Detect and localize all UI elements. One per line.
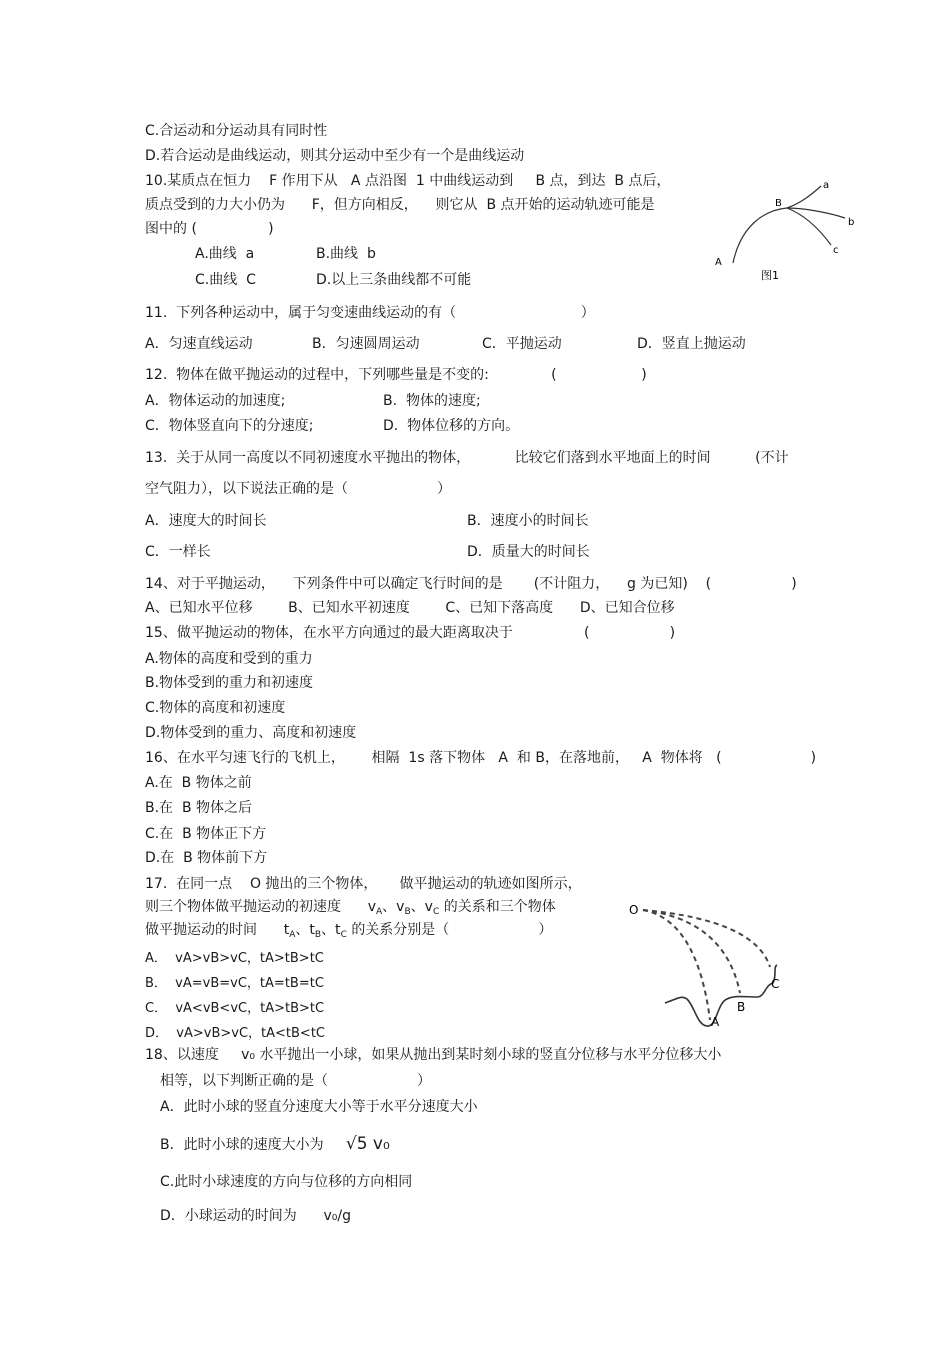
q17-fig-label-b: B bbox=[737, 1000, 746, 1014]
q10-option-a: A.曲线 a bbox=[195, 246, 255, 262]
q17-fig-label-o: O bbox=[629, 903, 639, 917]
q18-option-d: D．小球运动的时间为 v₀/g bbox=[160, 1208, 351, 1224]
q17-fig-label-a: A bbox=[711, 1015, 720, 1029]
q10-option-d: D.以上三条曲线都不可能 bbox=[316, 272, 472, 288]
q16-option-c: C.在 B 物体正下方 bbox=[145, 826, 267, 842]
q18-stem-line2: 相等，以下判断正确的是（ ） bbox=[160, 1073, 432, 1089]
q17-figure-projectile-paths bbox=[625, 895, 800, 1035]
q9-option-d: D.若合运动是曲线运动，则其分运动中至少有一个是曲线运动 bbox=[145, 148, 525, 164]
q17-stem-line1: 17. 在同一点 O 抛出的三个物体， 做平抛运动的轨迹如图所示， bbox=[145, 876, 582, 892]
q12-option-d: D. 物体位移的方向。 bbox=[383, 418, 520, 434]
q16-stem: 16、在水平匀速飞行的飞机上， 相隔 1s 落下物体 A 和 B，在落地前， A 物体将 ( ) bbox=[145, 750, 817, 766]
q10-fig-label-a: a bbox=[823, 180, 830, 191]
q17-stem-line3-pre: 做平抛运动的时间 bbox=[145, 922, 257, 938]
q10-fig-label-point-a: A bbox=[715, 257, 722, 268]
q17-stem-line2: 则三个物体做平抛运动的初速度 $v_A$、$v_B$、$v_C$ 的关系和三个物体 bbox=[145, 899, 556, 917]
q14-stem: 14、对于平抛运动， 下列条件中可以确定飞行时间的是 (不计阻力， g 为已知) ( ) bbox=[145, 576, 797, 592]
q10-stem-line2: 质点受到的力大小仍为 F，但方向相反， 则它从 B 点开始的运动轨迹可能是 bbox=[145, 197, 655, 213]
q9-option-c: C.合运动和分运动具有同时性 bbox=[145, 123, 328, 139]
q12-stem: 12. 物体在做平抛运动的过程中，下列哪些量是不变的: ( ) bbox=[145, 367, 647, 383]
q18-option-a: A．此时小球的竖直分速度大小等于水平分速度大小 bbox=[160, 1099, 478, 1115]
q10-figure-trajectory bbox=[705, 175, 865, 290]
q16-option-b: B.在 B 物体之后 bbox=[145, 800, 253, 816]
q14-options: A、已知水平位移 B、已知水平初速度 C、已知下落高度 D、已知合位移 bbox=[145, 600, 675, 616]
q18-stem-line1: 18、以速度 v₀ 水平抛出一小球，如果从抛出到某时刻小球的竖直分位移与水平分位移大小 bbox=[145, 1047, 722, 1063]
q11-option-a: A．匀速直线运动 bbox=[145, 336, 253, 352]
q17-fig-label-c: C bbox=[771, 977, 780, 991]
q17-stem-line2-pre: 则三个物体做平抛运动的初速度 bbox=[145, 899, 341, 915]
q16-option-a: A.在 B 物体之前 bbox=[145, 775, 252, 791]
q15-stem: 15、做平抛运动的物体，在水平方向通过的最大距离取决于 ( ) bbox=[145, 625, 676, 641]
q11-option-c: C．平抛运动 bbox=[482, 336, 562, 352]
q17-option-b: B． vA=vB=vC，tA=tB=tC bbox=[145, 976, 324, 991]
q17-option-d: D． vA>vB>vC，tA<tB<tC bbox=[145, 1026, 325, 1041]
q11-stem: 11. 下列各种运动中，属于匀变速曲线运动的有（ ） bbox=[145, 305, 595, 321]
q13-option-c: C．一样长 bbox=[145, 544, 211, 560]
q17-stem-line3-post: 的关系分别是（ ） bbox=[351, 922, 553, 938]
q17-option-c: C． vA<vB<vC，tA>tB>tC bbox=[145, 1001, 325, 1016]
q13-option-d: D．质量大的时间长 bbox=[467, 544, 590, 560]
q12-option-c: C．物体竖直向下的分速度; bbox=[145, 418, 314, 434]
q13-option-b: B．速度小的时间长 bbox=[467, 513, 589, 529]
q13-stem-line2: 空气阻力），以下说法正确的是（ ） bbox=[145, 481, 452, 497]
q16-option-d: D.在 B 物体前下方 bbox=[145, 850, 268, 866]
q17-stem-line3: 做平抛运动的时间 $t_A$、$t_B$、$t_C$ 的关系分别是（ ） bbox=[145, 922, 553, 940]
q10-stem-line3: 图中的 ( ) bbox=[145, 221, 274, 237]
q17-option-a: A． vA>vB>vC，tA>tB>tC bbox=[145, 951, 324, 966]
q12-option-b: B. 物体的速度; bbox=[383, 393, 481, 409]
q15-option-b: B.物体受到的重力和初速度 bbox=[145, 675, 314, 691]
q11-option-d: D．竖直上抛运动 bbox=[637, 336, 746, 352]
q10-option-c: C.曲线 C bbox=[195, 272, 256, 288]
q12-option-a: A．物体运动的加速度; bbox=[145, 393, 286, 409]
q15-option-d: D.物体受到的重力、高度和初速度 bbox=[145, 725, 357, 741]
q10-option-b: B.曲线 b bbox=[316, 246, 376, 262]
q18-option-b-text: B．此时小球的速度大小为 bbox=[160, 1137, 324, 1153]
q15-option-a: A.物体的高度和受到的重力 bbox=[145, 651, 313, 667]
q13-option-a: A．速度大的时间长 bbox=[145, 513, 267, 529]
q10-fig-caption: 图1 bbox=[761, 269, 779, 282]
q15-option-c: C.物体的高度和初速度 bbox=[145, 700, 286, 716]
q18-option-b-formula: √5 v₀ bbox=[345, 1134, 390, 1154]
q17-stem-line2-post: 的关系和三个物体 bbox=[443, 899, 556, 915]
q13-stem-line1: 13. 关于从同一高度以不同初速度水平抛出的物体， 比较它们落到水平地面上的时间 (不计 bbox=[145, 450, 789, 466]
q18-option-b bbox=[160, 1135, 390, 1154]
q10-fig-label-c: c bbox=[833, 245, 839, 256]
q10-fig-label-point-b: B bbox=[775, 198, 782, 209]
q10-stem-line1: 10.某质点在恒力 F 作用下从 A 点沿图 1 中曲线运动到 B 点，到达 B 点后， bbox=[145, 173, 671, 189]
q10-fig-label-b: b bbox=[848, 217, 855, 228]
q18-option-c: C.此时小球速度的方向与位移的方向相同 bbox=[160, 1174, 413, 1190]
q11-option-b: B．匀速圆周运动 bbox=[312, 336, 420, 352]
